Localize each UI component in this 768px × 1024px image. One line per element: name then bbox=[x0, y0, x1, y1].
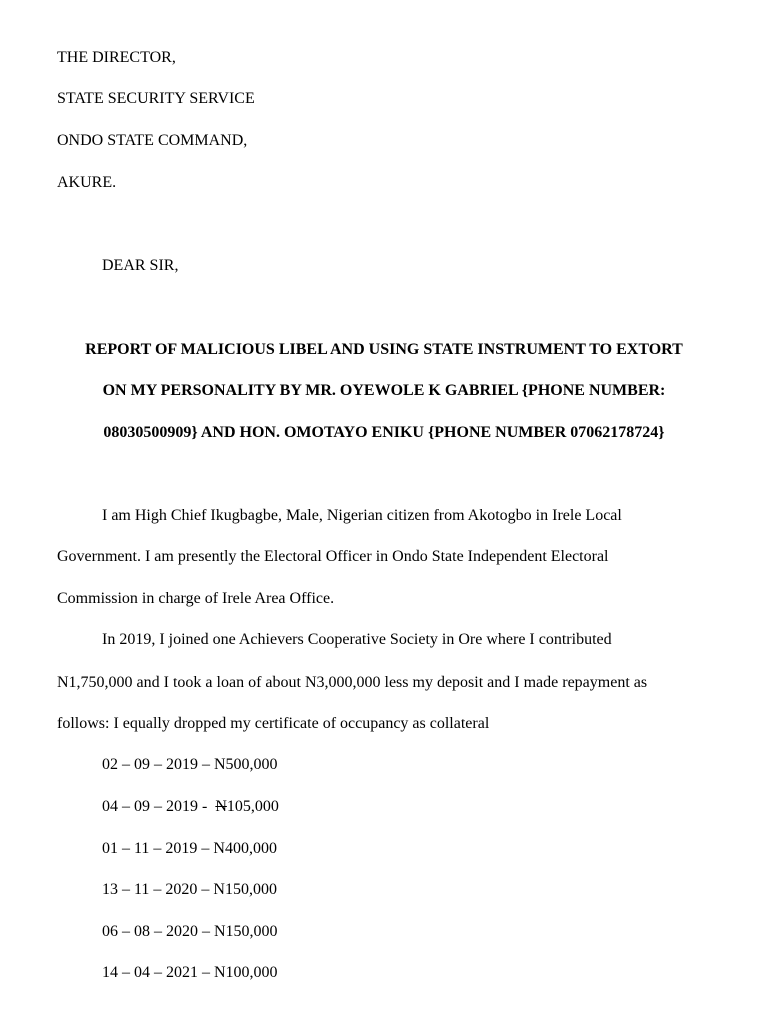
repayment-3: 01 – 11 – 2019 – N400,000 bbox=[102, 840, 277, 857]
subject-line-2: ON MY PERSONALITY BY MR. OYEWOLE K GABRIEL {PHONE NUMBER: bbox=[102, 382, 666, 399]
paragraph-2-line-3: follows: I equally dropped my certificate of occupancy as collateral bbox=[57, 715, 490, 732]
address-line-3: ONDO STATE COMMAND, bbox=[57, 132, 248, 149]
repayment-1: 02 – 09 – 2019 – N500,000 bbox=[102, 756, 278, 773]
repayment-4: 13 – 11 – 2020 – N150,000 bbox=[102, 881, 277, 898]
paragraph-2-line-2: N1,750,000 and I took a loan of about N3,000,000 less my deposit and I made repayment as bbox=[57, 674, 648, 691]
repayment-2 bbox=[102, 797, 279, 817]
subject-line-3: 08030500909} AND HON. OMOTAYO ENIKU {PHONE NUMBER 07062178724} bbox=[103, 424, 665, 441]
subject-line-1: REPORT OF MALICIOUS LIBEL AND USING STATE INSTRUMENT TO EXTORT bbox=[85, 341, 683, 358]
paragraph-1-line-3: Commission in charge of Irele Area Office. bbox=[57, 590, 335, 607]
repayment-2-amount: 105,000 bbox=[226, 798, 279, 815]
salutation: DEAR SIR, bbox=[102, 257, 179, 274]
naira-symbol: N bbox=[215, 798, 227, 815]
repayment-2-date: 04 – 09 – 2019 - bbox=[102, 798, 216, 815]
repayment-5: 06 – 08 – 2020 – N150,000 bbox=[102, 923, 278, 940]
paragraph-2-line-1: In 2019, I joined one Achievers Cooperative Society in Ore where I contributed bbox=[102, 631, 612, 648]
paragraph-1-line-1: I am High Chief Ikugbagbe, Male, Nigerian citizen from Akotogbo in Irele Local bbox=[102, 507, 622, 524]
repayment-6: 14 – 04 – 2021 – N100,000 bbox=[102, 964, 278, 981]
paragraph-1-line-2: Government. I am presently the Electoral Officer in Ondo State Independent Electoral bbox=[57, 548, 609, 565]
address-line-2: STATE SECURITY SERVICE bbox=[57, 90, 255, 107]
address-line-4: AKURE. bbox=[57, 174, 117, 191]
address-line-1: THE DIRECTOR, bbox=[57, 49, 176, 66]
